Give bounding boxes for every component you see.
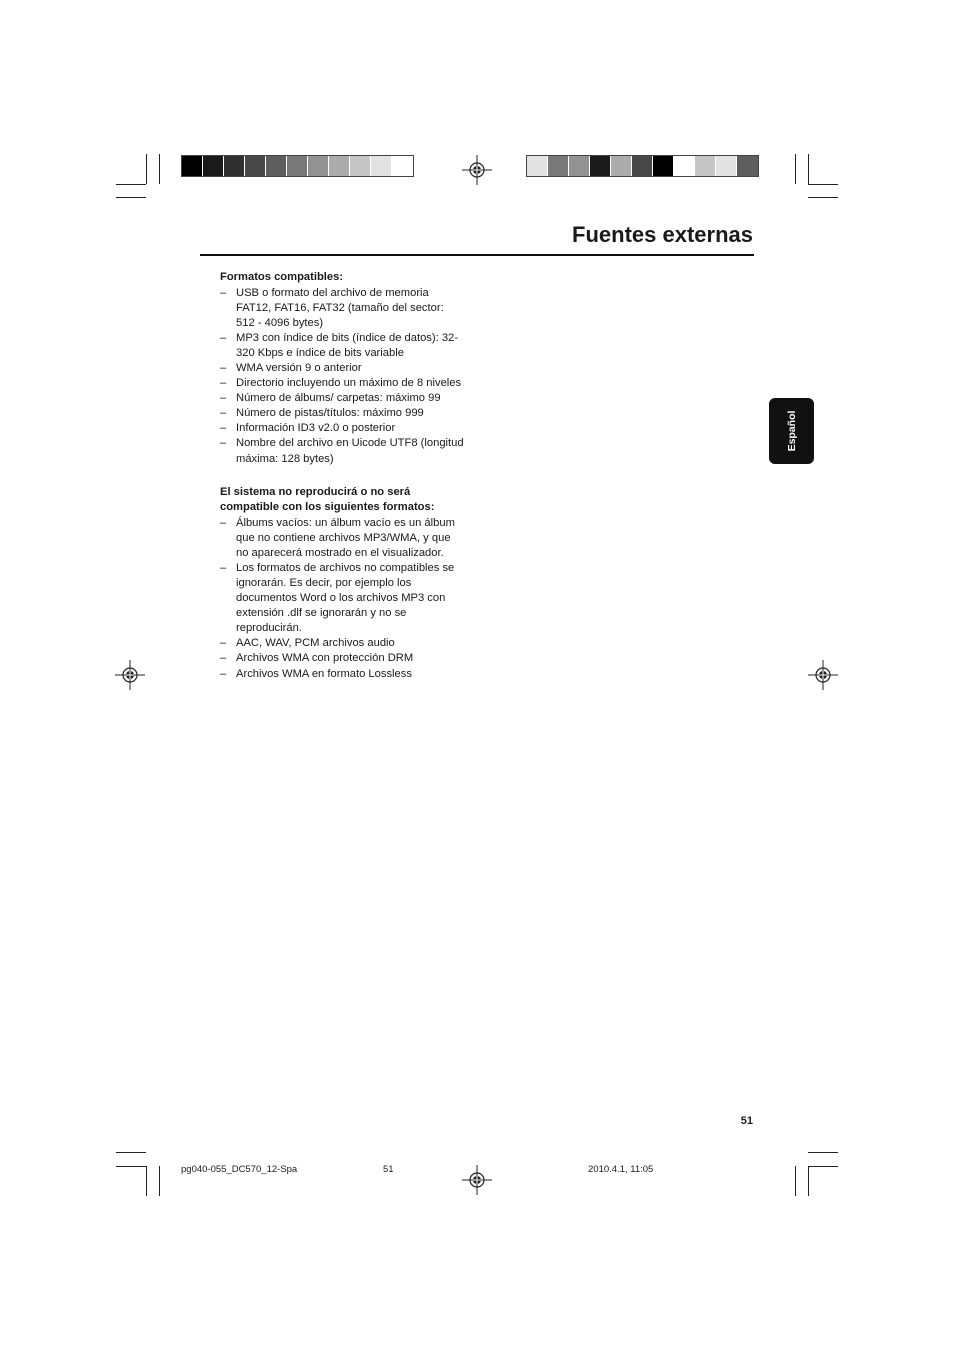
page-number: 51 (740, 1115, 753, 1127)
calibration-swatch (287, 156, 308, 176)
list-item: – Número de álbums/ carpetas: máximo 99 (220, 391, 465, 406)
list-item: – Archivos WMA con protección DRM (220, 651, 465, 666)
list-item: – Los formatos de archivos no compatibles se ignorarán. Es decir, por ejemplo los documentos Word o los archivos MP3 con extensión .dlf se ignorarán y no se reproducirán. (220, 561, 465, 636)
crop-mark (808, 197, 838, 198)
title-rule (200, 254, 754, 256)
slug-date: 2010.4.1, 11:05 (588, 1164, 654, 1175)
list-item: – USB o formato del archivo de memoria FAT12, FAT16, FAT32 (tamaño del sector: 512 - 4096 bytes) (220, 286, 465, 331)
crop-mark (146, 154, 147, 184)
crop-mark (116, 184, 146, 185)
language-tab (769, 398, 814, 464)
calibration-swatch (548, 156, 569, 176)
unsupported-formats-list (220, 516, 465, 682)
calibration-bar-right (526, 155, 759, 177)
calibration-swatch (329, 156, 350, 176)
language-tab-label: Español (785, 410, 798, 452)
crop-mark (808, 1152, 838, 1153)
registration-mark-icon (808, 660, 838, 690)
crop-mark (808, 154, 809, 184)
content-column (220, 270, 465, 682)
calibration-swatch (569, 156, 590, 176)
list-item: – Número de pistas/títulos: máximo 999 (220, 406, 465, 421)
calibration-swatch (224, 156, 245, 176)
calibration-bar-left (181, 155, 414, 177)
calibration-swatch (308, 156, 329, 176)
list-item: – WMA versión 9 o anterior (220, 361, 465, 376)
crop-mark (116, 1152, 146, 1153)
section-heading-compatible: Formatos compatibles: (220, 271, 344, 283)
list-item: – Álbums vacíos: un álbum vacío es un álbum que no contiene archivos MP3/WMA, y que no aparecerá mostrado en el visualizador. (220, 516, 465, 561)
crop-mark (116, 197, 146, 198)
calibration-swatch (632, 156, 653, 176)
list-item: – AAC, WAV, PCM archivos audio (220, 636, 465, 651)
calibration-swatch (527, 156, 548, 176)
page-title: Fuentes externas (572, 222, 753, 247)
crop-mark (795, 1166, 796, 1196)
list-item: – MP3 con índice de bits (índice de datos): 32-320 Kbps e índice de bits variable (220, 331, 465, 361)
section-heading-unsupported: El sistema no reproducirá o no será compatible con los siguientes formatos: (220, 485, 435, 514)
crop-mark (795, 154, 796, 184)
registration-mark-icon (462, 1165, 492, 1195)
list-item: – Archivos WMA en formato Lossless (220, 667, 465, 682)
compatible-formats-list (220, 286, 465, 467)
slug-filename: pg040-055_DC570_12-Spa (181, 1164, 298, 1175)
crop-mark (159, 1166, 160, 1196)
crop-mark (808, 1166, 838, 1167)
calibration-swatch (392, 156, 413, 176)
calibration-swatch (674, 156, 695, 176)
list-item: – Nombre del archivo en Uicode UTF8 (longitud máxima: 128 bytes) (220, 436, 465, 466)
calibration-swatch (653, 156, 674, 176)
calibration-swatch (695, 156, 716, 176)
calibration-swatch (245, 156, 266, 176)
crop-mark (159, 154, 160, 184)
crop-mark (808, 1166, 809, 1196)
calibration-swatch (182, 156, 203, 176)
calibration-swatch (203, 156, 224, 176)
calibration-swatch (716, 156, 737, 176)
list-item: – Información ID3 v2.0 o posterior (220, 421, 465, 436)
registration-mark-icon (462, 155, 492, 185)
calibration-swatch (266, 156, 287, 176)
registration-mark-icon (115, 660, 145, 690)
crop-mark (146, 1166, 147, 1196)
list-item: – Directorio incluyendo un máximo de 8 niveles (220, 376, 465, 391)
calibration-swatch (611, 156, 632, 176)
crop-mark (116, 1166, 146, 1167)
calibration-swatch (371, 156, 392, 176)
calibration-swatch (350, 156, 371, 176)
slug-page: 51 (383, 1164, 394, 1175)
calibration-swatch (590, 156, 611, 176)
calibration-swatch (737, 156, 758, 176)
crop-mark (808, 184, 838, 185)
